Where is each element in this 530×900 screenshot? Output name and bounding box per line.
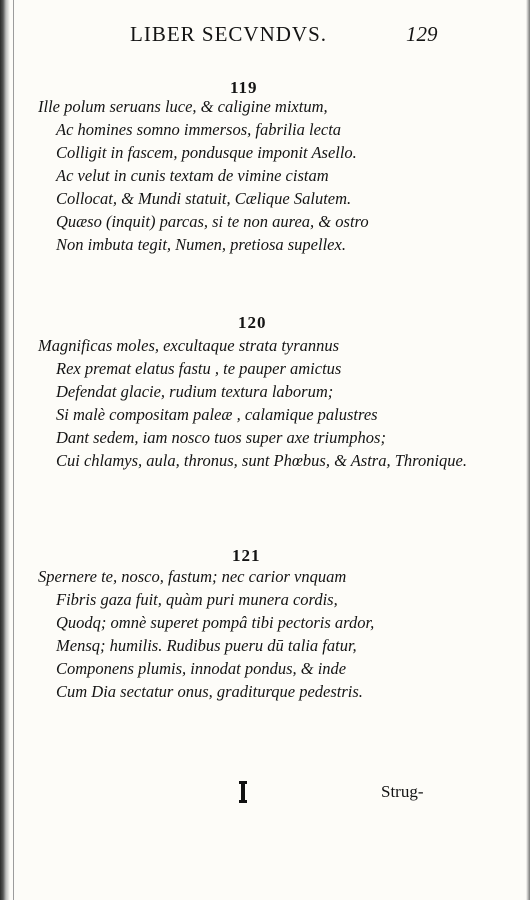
verse-line: Componens plumis, innodat pondus, & inde [56, 659, 347, 678]
verse-line: Si malè compositam paleæ , calamique palustres [56, 405, 378, 424]
verse-line: Defendat glacie, rudium textura laborum; [56, 382, 334, 401]
page-gutter-shadow [0, 0, 10, 900]
verse-line: Magnificas moles, excultaque strata tyrannus [38, 336, 340, 355]
verse-line: Ac velut in cunis textam de vimine cistam [56, 166, 329, 185]
epigram-number: 121 [232, 546, 261, 565]
verse-line: Mensq; humilis. Rudibus pueru dū talia fatur, [56, 636, 357, 655]
verse-line: Colligit in fascem, pondusque imponit Asello. [56, 143, 357, 162]
verse-line: Quæso (inquit) parcas, si te non aurea, & ostro [56, 212, 369, 231]
verse-line: Spernere te, nosco, fastum; nec carior vnquam [38, 567, 347, 586]
page-number: 129 [406, 22, 438, 46]
catchword: Strug- [381, 782, 424, 801]
running-title: LIBER SECVNDVS. [130, 22, 328, 46]
page-right-edge [526, 0, 530, 900]
verse-line: Collocat, & Mundi statuit, Cælique Salutem. [56, 189, 352, 208]
verse-line: Dant sedem, iam nosco tuos super axe triumphos; [56, 428, 386, 447]
verse-line: Quodq; omnè superet pompâ tibi pectoris ardor, [56, 613, 375, 632]
verse-line: Cui chlamys, aula, thronus, sunt Phœbus, & Astra, Thronique. [56, 451, 468, 470]
verse-line: Non imbuta tegit, Numen, pretiosa supellex. [56, 235, 346, 254]
page-header [0, 22, 530, 52]
verse-line: Rex premat elatus fastu , te pauper amictus [56, 359, 342, 378]
epigram-number: 119 [230, 78, 258, 97]
verse-line: Fibris gaza fuit, quàm puri munera cordis, [56, 590, 338, 609]
epigram-number: 120 [238, 313, 267, 332]
verse-line: Ac homines somno immersos, fabrilia lecta [56, 120, 342, 139]
verse-line: Ille polum seruans luce, & caligine mixtum, [38, 97, 328, 116]
ink-blot-icon [239, 780, 247, 804]
page-edge-line [13, 0, 14, 900]
verse-line: Cum Dia sectatur onus, graditurque pedestris. [56, 682, 363, 701]
